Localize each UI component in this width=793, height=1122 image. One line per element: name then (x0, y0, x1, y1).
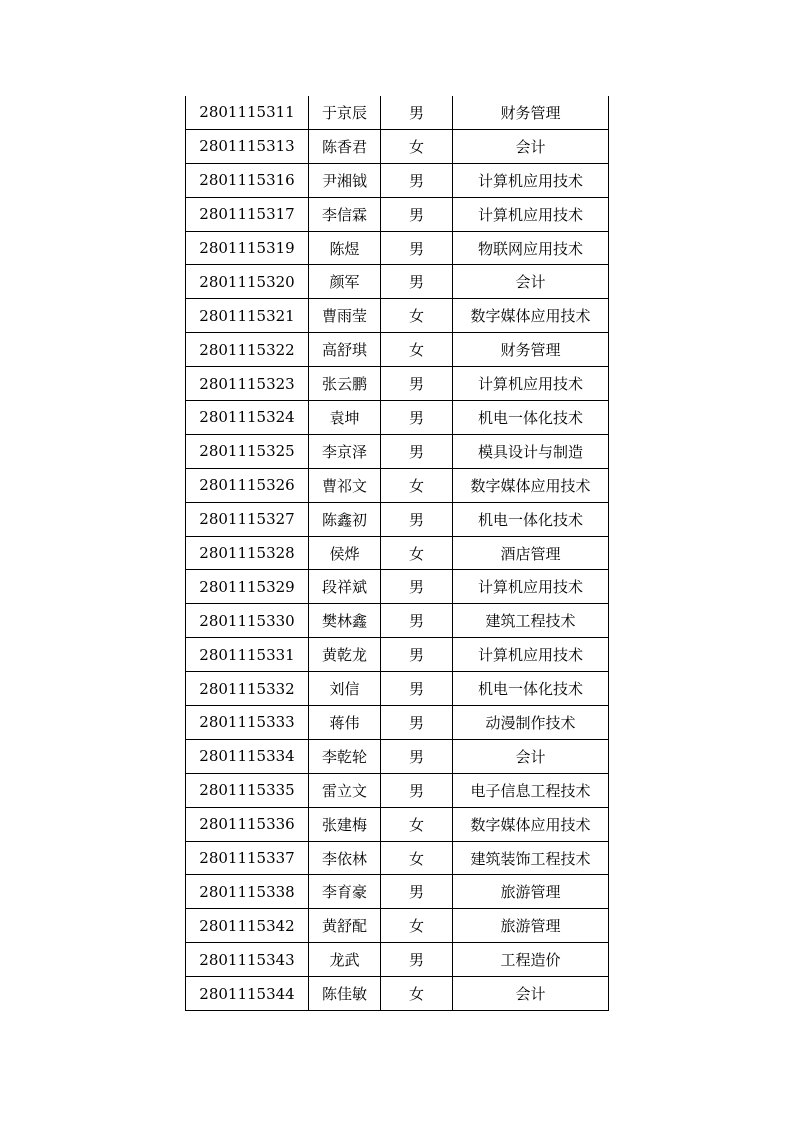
student-id-cell: 2801115334 (186, 739, 309, 773)
student-name-cell: 于京辰 (309, 96, 381, 129)
student-major-cell: 物联网应用技术 (453, 231, 609, 265)
table-row (186, 197, 609, 231)
table-row (186, 299, 609, 333)
student-id-cell: 2801115330 (186, 604, 309, 638)
student-id-cell: 2801115321 (186, 299, 309, 333)
student-gender-cell: 男 (381, 163, 453, 197)
student-name-cell: 曹祁文 (309, 468, 381, 502)
student-id-cell: 2801115311 (186, 96, 309, 129)
student-gender-cell: 男 (381, 638, 453, 672)
student-id-cell: 2801115325 (186, 434, 309, 468)
student-id-cell: 2801115335 (186, 773, 309, 807)
student-name-cell: 张建梅 (309, 807, 381, 841)
table-row (186, 773, 609, 807)
student-id-cell: 2801115327 (186, 502, 309, 536)
student-name-cell: 李信霖 (309, 197, 381, 231)
student-name-cell: 陈香君 (309, 129, 381, 163)
student-id-cell: 2801115332 (186, 672, 309, 706)
student-name-cell: 高舒琪 (309, 333, 381, 367)
student-gender-cell: 女 (381, 129, 453, 163)
student-gender-cell: 男 (381, 265, 453, 299)
table-row (186, 604, 609, 638)
student-major-cell: 旅游管理 (453, 875, 609, 909)
student-major-cell: 工程造价 (453, 943, 609, 977)
table-row (186, 163, 609, 197)
table-row (186, 468, 609, 502)
student-gender-cell: 女 (381, 977, 453, 1011)
student-major-cell: 建筑工程技术 (453, 604, 609, 638)
student-name-cell: 龙武 (309, 943, 381, 977)
table-row (186, 638, 609, 672)
table-row (186, 909, 609, 943)
student-name-cell: 黄舒配 (309, 909, 381, 943)
student-name-cell: 颜军 (309, 265, 381, 299)
student-id-cell: 2801115342 (186, 909, 309, 943)
student-name-cell: 李育豪 (309, 875, 381, 909)
student-gender-cell: 男 (381, 672, 453, 706)
student-major-cell: 计算机应用技术 (453, 367, 609, 401)
student-id-cell: 2801115316 (186, 163, 309, 197)
student-gender-cell: 女 (381, 841, 453, 875)
student-gender-cell: 男 (381, 604, 453, 638)
table-row (186, 265, 609, 299)
student-gender-cell: 女 (381, 536, 453, 570)
student-id-cell: 2801115317 (186, 197, 309, 231)
student-major-cell: 财务管理 (453, 333, 609, 367)
student-id-cell: 2801115343 (186, 943, 309, 977)
student-gender-cell: 男 (381, 739, 453, 773)
student-gender-cell: 男 (381, 570, 453, 604)
student-roster-body (186, 96, 609, 1011)
table-row (186, 943, 609, 977)
student-major-cell: 建筑装饰工程技术 (453, 841, 609, 875)
student-gender-cell: 男 (381, 434, 453, 468)
student-major-cell: 计算机应用技术 (453, 638, 609, 672)
student-major-cell: 计算机应用技术 (453, 570, 609, 604)
student-name-cell: 袁坤 (309, 401, 381, 435)
table-row (186, 706, 609, 740)
student-name-cell: 黄乾龙 (309, 638, 381, 672)
table-row (186, 96, 609, 129)
student-gender-cell: 男 (381, 231, 453, 265)
student-id-cell: 2801115336 (186, 807, 309, 841)
student-id-cell: 2801115338 (186, 875, 309, 909)
student-major-cell: 模具设计与制造 (453, 434, 609, 468)
student-roster-table (185, 96, 609, 1011)
student-name-cell: 刘信 (309, 672, 381, 706)
student-gender-cell: 男 (381, 706, 453, 740)
student-major-cell: 会计 (453, 977, 609, 1011)
student-id-cell: 2801115322 (186, 333, 309, 367)
student-gender-cell: 男 (381, 773, 453, 807)
student-major-cell: 数字媒体应用技术 (453, 468, 609, 502)
student-major-cell: 会计 (453, 739, 609, 773)
student-major-cell: 动漫制作技术 (453, 706, 609, 740)
table-row (186, 875, 609, 909)
student-id-cell: 2801115319 (186, 231, 309, 265)
table-row (186, 977, 609, 1011)
student-major-cell: 计算机应用技术 (453, 197, 609, 231)
student-name-cell: 陈煜 (309, 231, 381, 265)
student-name-cell: 陈佳敏 (309, 977, 381, 1011)
student-id-cell: 2801115344 (186, 977, 309, 1011)
student-gender-cell: 男 (381, 96, 453, 129)
student-gender-cell: 男 (381, 502, 453, 536)
table-row (186, 367, 609, 401)
student-name-cell: 李乾轮 (309, 739, 381, 773)
table-row (186, 502, 609, 536)
student-name-cell: 侯烨 (309, 536, 381, 570)
student-gender-cell: 男 (381, 401, 453, 435)
student-major-cell: 机电一体化技术 (453, 401, 609, 435)
student-major-cell: 旅游管理 (453, 909, 609, 943)
table-row (186, 231, 609, 265)
student-id-cell: 2801115331 (186, 638, 309, 672)
table-row (186, 129, 609, 163)
table-row (186, 739, 609, 773)
student-id-cell: 2801115313 (186, 129, 309, 163)
student-gender-cell: 男 (381, 197, 453, 231)
student-major-cell: 机电一体化技术 (453, 672, 609, 706)
student-name-cell: 樊林鑫 (309, 604, 381, 638)
student-id-cell: 2801115333 (186, 706, 309, 740)
table-row (186, 434, 609, 468)
student-major-cell: 数字媒体应用技术 (453, 299, 609, 333)
student-name-cell: 曹雨莹 (309, 299, 381, 333)
student-id-cell: 2801115324 (186, 401, 309, 435)
table-row (186, 536, 609, 570)
table-row (186, 672, 609, 706)
table-row (186, 807, 609, 841)
student-gender-cell: 女 (381, 468, 453, 502)
student-major-cell: 会计 (453, 129, 609, 163)
student-name-cell: 蒋伟 (309, 706, 381, 740)
student-major-cell: 机电一体化技术 (453, 502, 609, 536)
student-name-cell: 李依林 (309, 841, 381, 875)
student-name-cell: 李京泽 (309, 434, 381, 468)
student-gender-cell: 女 (381, 807, 453, 841)
table-row (186, 841, 609, 875)
student-name-cell: 陈鑫初 (309, 502, 381, 536)
student-major-cell: 会计 (453, 265, 609, 299)
student-major-cell: 数字媒体应用技术 (453, 807, 609, 841)
student-name-cell: 段祥斌 (309, 570, 381, 604)
student-id-cell: 2801115320 (186, 265, 309, 299)
student-id-cell: 2801115326 (186, 468, 309, 502)
student-gender-cell: 男 (381, 875, 453, 909)
table-row (186, 570, 609, 604)
student-gender-cell: 男 (381, 367, 453, 401)
student-gender-cell: 女 (381, 299, 453, 333)
student-major-cell: 计算机应用技术 (453, 163, 609, 197)
student-gender-cell: 男 (381, 943, 453, 977)
student-id-cell: 2801115337 (186, 841, 309, 875)
student-gender-cell: 女 (381, 909, 453, 943)
student-name-cell: 张云鹏 (309, 367, 381, 401)
student-gender-cell: 女 (381, 333, 453, 367)
student-id-cell: 2801115329 (186, 570, 309, 604)
student-id-cell: 2801115328 (186, 536, 309, 570)
student-name-cell: 尹湘钺 (309, 163, 381, 197)
student-major-cell: 财务管理 (453, 96, 609, 129)
student-major-cell: 酒店管理 (453, 536, 609, 570)
student-major-cell: 电子信息工程技术 (453, 773, 609, 807)
student-id-cell: 2801115323 (186, 367, 309, 401)
table-row (186, 333, 609, 367)
student-name-cell: 雷立文 (309, 773, 381, 807)
table-row (186, 401, 609, 435)
